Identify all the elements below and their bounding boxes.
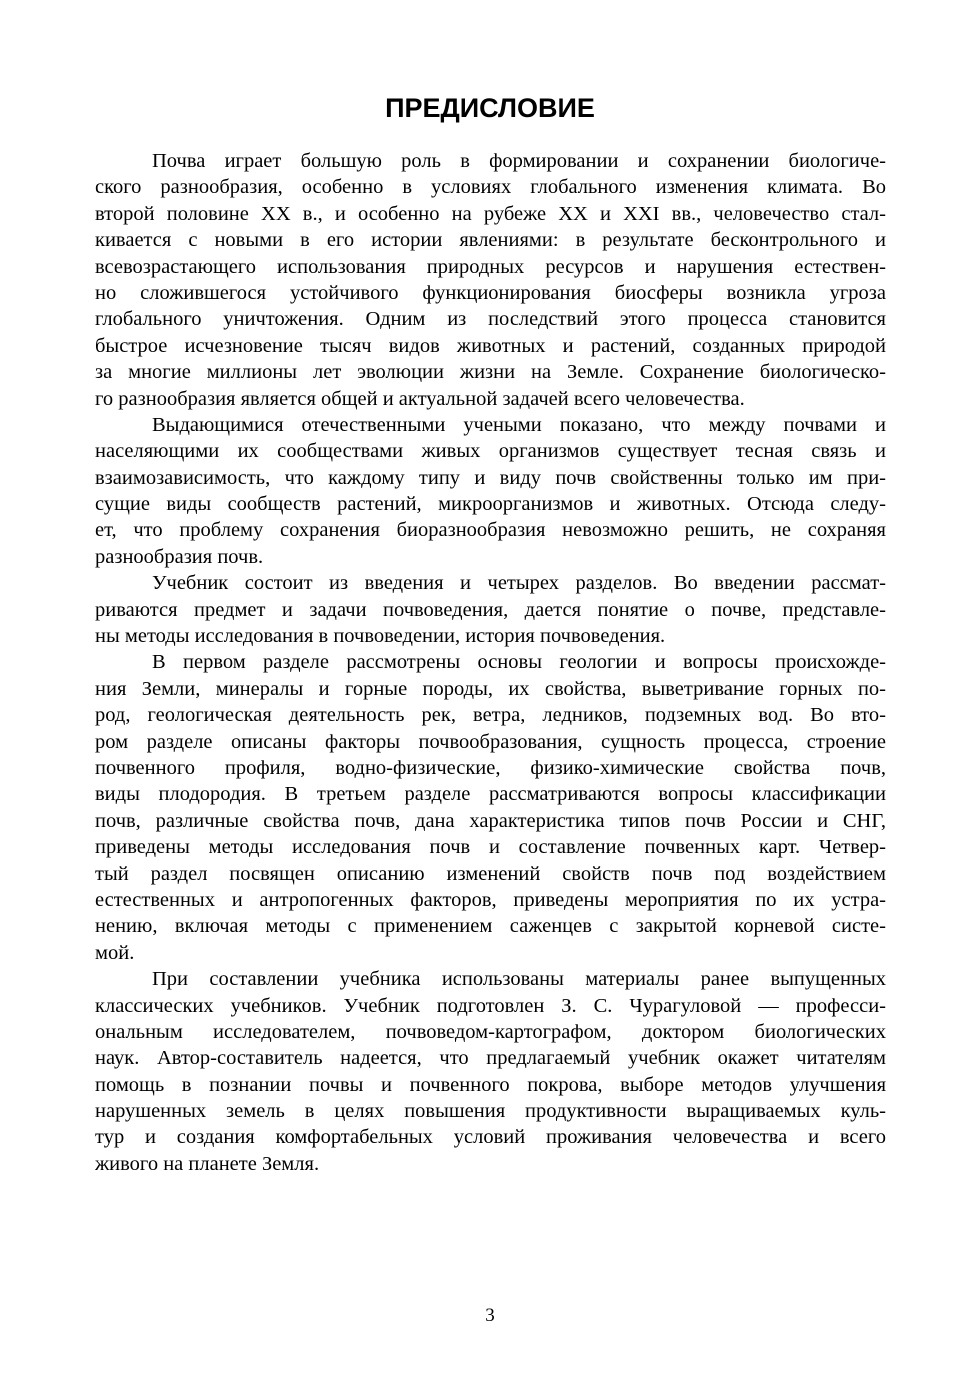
text-line: кивается с новыми в его истории явлениями: в результате бесконтрольного и (95, 229, 886, 252)
text-line: нению, включая методы с применением саженцев с закрытой корневой систе- (95, 915, 886, 938)
text-line: виды плодородия. В третьем разделе рассматриваются вопросы классификации (95, 783, 886, 806)
text-line: быстрое исчезновение тысяч видов животных и растений, созданных природой (95, 334, 886, 357)
text-line: риваются предмет и задачи почвоведения, дается понятие о почве, представле- (95, 598, 886, 621)
text-line: почв, различные свойства почв, дана характеристика типов почв России и СНГ, (95, 809, 886, 832)
text-line: естественных и антропогенных факторов, приведены мероприятия по их устра- (95, 888, 886, 911)
text-line: второй половине XX в., и особенно на рубеже XX и XXI вв., человечество стал- (95, 202, 886, 225)
text-line: сущие виды сообществ растений, микроорганизмов и животных. Отсюда следу- (95, 493, 886, 516)
text-line: ет, что проблему сохранения биоразнообразия невозможно решить, не сохраняя (95, 519, 886, 542)
text-line: Учебник состоит из введения и четырех разделов. Во введении рассмат- (152, 572, 886, 595)
text-line: Почва играет большую роль в формировании и сохранении биологиче- (152, 150, 886, 172)
text-line: род, геологическая деятельность рек, ветра, ледников, подземных вод. Во вто- (95, 704, 886, 727)
text-line: нарушенных земель в целях повышения продуктивности выращиваемых куль- (95, 1100, 886, 1123)
text-line: го разнообразия является общей и актуальной задачей всего человечества. (95, 387, 745, 410)
text-line: ны методы исследования в почвоведении, история почвоведения. (95, 625, 666, 648)
text-line: населяющими их сообществами живых организмов существует тесная связь и (95, 440, 886, 463)
body-text (95, 148, 886, 1177)
text-line: При составлении учебника использованы материалы ранее выпущенных (152, 968, 886, 991)
text-line: ром разделе описаны факторы почвообразования, сущность процесса, строение (95, 730, 886, 753)
text-line: за многие миллионы лет эволюции жизни на Земле. Сохранение биологическо- (95, 361, 886, 384)
text-line: взаимозависимость, что каждому типу и виду почв свойственны только им при- (95, 466, 886, 489)
text-line: всевозрастающего использования природных ресурсов и нарушения естествен- (95, 255, 886, 278)
paragraph-3 (95, 570, 886, 649)
paragraph-2 (95, 412, 886, 570)
text-line: тур и создания комфортабельных условий проживания человечества и всего (95, 1126, 886, 1149)
text-line: мой. (95, 941, 135, 964)
page-number: 3 (485, 1305, 495, 1326)
text-line: наук. Автор-составитель надеется, что предлагаемый учебник окажет читателям (95, 1047, 886, 1070)
text-line: тый раздел посвящен описанию изменений свойств почв под воздействием (95, 862, 886, 885)
page-title: ПРЕДИСЛОВИЕ (385, 93, 595, 123)
paragraph-4 (95, 649, 886, 966)
text-line: Выдающимися отечественными учеными показано, что между почвами и (152, 413, 886, 436)
text-line: ского разнообразия, особенно в условиях глобального изменения климата. Во (95, 176, 886, 199)
text-line: В первом разделе рассмотрены основы геологии и вопросы происхожде- (152, 651, 886, 674)
text-line: ния Земли, минералы и горные породы, их свойства, выветривание горных по- (95, 677, 886, 700)
paragraph-5 (95, 966, 886, 1177)
text-line: разнообразия почв. (95, 545, 264, 568)
paragraph-1 (95, 148, 886, 412)
text-line: глобального уничтожения. Одним из последствий этого процесса становится (95, 308, 886, 331)
text-line: почвенного профиля, водно-физические, физико-химические свойства почв, (95, 756, 886, 779)
text-line: классических учебников. Учебник подготовлен З. С. Чурагуловой — професси- (95, 994, 886, 1017)
text-line: помощь в познании почвы и почвенного покрова, выборе методов улучшения (95, 1073, 886, 1096)
text-line: ональным исследователем, почвоведом-картографом, доктором биологических (95, 1020, 886, 1043)
text-line: но сложившегося устойчивого функционирования биосферы возникла угроза (95, 281, 886, 304)
text-line: живого на планете Земля. (95, 1152, 320, 1175)
text-line: приведены методы исследования почв и составление почвенных карт. Четвер- (95, 836, 886, 859)
